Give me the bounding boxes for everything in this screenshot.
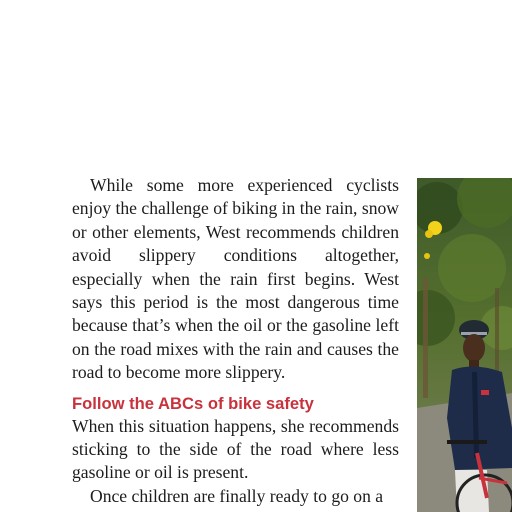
paragraph-ready-to-ride: Once children are finally ready to go on a	[90, 485, 384, 506]
paragraph-rain-conditions: While some more experienced cyclists enjoy the challenge of biking in the rain, snow or other elements, West recommends children avoid slippery conditions altogether, especially when the rain first begins. West says this period is the most dangerous time because that’s when the oil or the gasoline left on the road mixes with the rain and causes the road to become more slippery.	[72, 175, 399, 383]
section-heading: Follow the ABCs of bike safety	[72, 393, 314, 413]
cyclist-photo	[417, 178, 512, 512]
article-body	[72, 174, 399, 508]
paragraph-road-side: When this situation happens, she recommends sticking to the side of the road where less gasoline or oil is present.	[72, 415, 399, 483]
